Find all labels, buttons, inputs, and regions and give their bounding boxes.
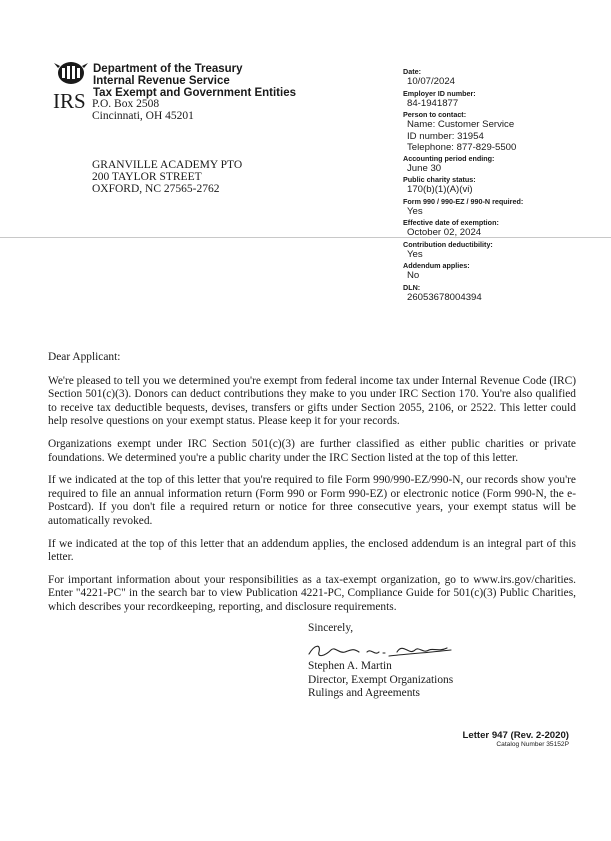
recipient-name: GRANVILLE ACADEMY PTO — [92, 159, 243, 171]
address-line1: P.O. Box 2508 — [92, 98, 160, 110]
info-value: 26053678004394 — [407, 291, 482, 303]
info-label: Accounting period ending: — [403, 153, 495, 163]
info-value: ID number: 31954 — [407, 130, 484, 142]
letter-info-panel — [403, 67, 603, 303]
signer-title: Director, Exempt Organizations — [308, 673, 454, 686]
info-deductibility — [403, 240, 603, 261]
info-label: Date: — [403, 67, 421, 76]
body-paragraph: Organizations exempt under IRC Section 501(c)(3) are further classified as either public charities or private foundations. We determined you're a public charity under the IRC Section listed at the top of this letter. — [48, 437, 576, 464]
department-name: Department of the Treasury — [93, 63, 243, 75]
form-name: Letter 947 (Rev. 2-2020) — [462, 730, 569, 741]
body-paragraph: For important information about your responsibilities as a tax-exempt organization, go to www.irs.gov/charities. Enter "4221-PC" in the search bar to view Publication 4221-PC, Compliance Guide for 501(c)(3) Public Charities, which describes your recordkeeping, reporting, and disclosure requirements. — [48, 573, 576, 613]
body-paragraph: If we indicated at the top of this letter that an addendum applies, the enclosed addendum is an integral part of this letter. — [48, 537, 576, 564]
body-paragraph: We're pleased to tell you we determined you're exempt from federal income tax under Internal Revenue Code (IRC) Section 501(c)(3). Donors can deduct contributions they make to you under IRC Section 170. You're also qualified to receive tax deductible bequests, devises, transfers or gifts under Section 2055, 2106, or 2522. This letter could help resolve questions on your exempt status. Please keep it for your records. — [48, 374, 576, 428]
recipient-city: OXFORD, NC 27565-2762 — [92, 183, 220, 195]
info-date — [403, 67, 603, 88]
info-value: June 30 — [407, 162, 442, 174]
info-form-required — [403, 197, 603, 218]
agency-header — [93, 63, 296, 99]
service-name: Internal Revenue Service — [93, 75, 230, 87]
info-value: No — [407, 270, 420, 281]
recipient-street: 200 TAYLOR STREET — [92, 171, 202, 183]
info-label: Form 990 / 990-EZ / 990-N required: — [403, 196, 524, 206]
info-ein — [403, 89, 603, 110]
info-public-charity-status — [403, 175, 603, 196]
division-name: Tax Exempt and Government Entities — [93, 87, 297, 99]
info-value: 10/07/2024 — [407, 76, 456, 87]
info-value: 170(b)(1)(A)(vi) — [407, 184, 473, 195]
info-contact — [403, 110, 603, 154]
signer-block — [308, 660, 453, 701]
catalog-number: Catalog Number 35152P — [496, 741, 569, 748]
form-identifier — [454, 730, 569, 748]
info-effective-date — [403, 218, 603, 239]
info-dln — [403, 283, 603, 304]
info-value: October 02, 2024 — [407, 227, 482, 238]
closing-salutation: Sincerely, — [308, 622, 354, 634]
info-label: Employer ID number: — [403, 88, 476, 98]
salutation: Dear Applicant: — [48, 351, 121, 363]
address-line2: Cincinnati, OH 45201 — [92, 110, 194, 122]
recipient-address — [92, 159, 242, 195]
info-label: Addendum applies: — [403, 261, 470, 270]
info-label: Person to contact: — [403, 110, 467, 119]
signer-unit: Rulings and Agreements — [308, 687, 420, 700]
info-value: Yes — [407, 205, 423, 217]
agency-address — [92, 98, 194, 122]
body-paragraph: If we indicated at the top of this letter that you're required to file Form 990/990-EZ/990-N, our records show you're required to file an annual information return (Form 990 or Form 990-EZ) or electronic notice (Form 990-N, the e-Postcard). If you don't file a required return or notice for three consecutive years, your exempt status will be automatically revoked. — [48, 474, 576, 527]
info-accounting-period — [403, 154, 603, 175]
info-label: Public charity status: — [403, 175, 476, 184]
info-addendum — [403, 261, 603, 282]
info-value: Name: Customer Service — [407, 119, 515, 130]
irs-eagle-logo — [52, 60, 90, 112]
info-label: Contribution deductibility: — [403, 239, 493, 249]
info-label: Effective date of exemption: — [403, 218, 499, 227]
irs-logo-text: IRS — [53, 89, 86, 112]
info-value: Telephone: 877-829-5500 — [407, 142, 517, 153]
info-value: Yes — [407, 248, 423, 260]
letter-body — [48, 351, 576, 624]
signer-name: Stephen A. Martin — [308, 660, 392, 672]
info-label: DLN: — [403, 282, 421, 292]
info-value: 84-1941877 — [407, 97, 459, 109]
